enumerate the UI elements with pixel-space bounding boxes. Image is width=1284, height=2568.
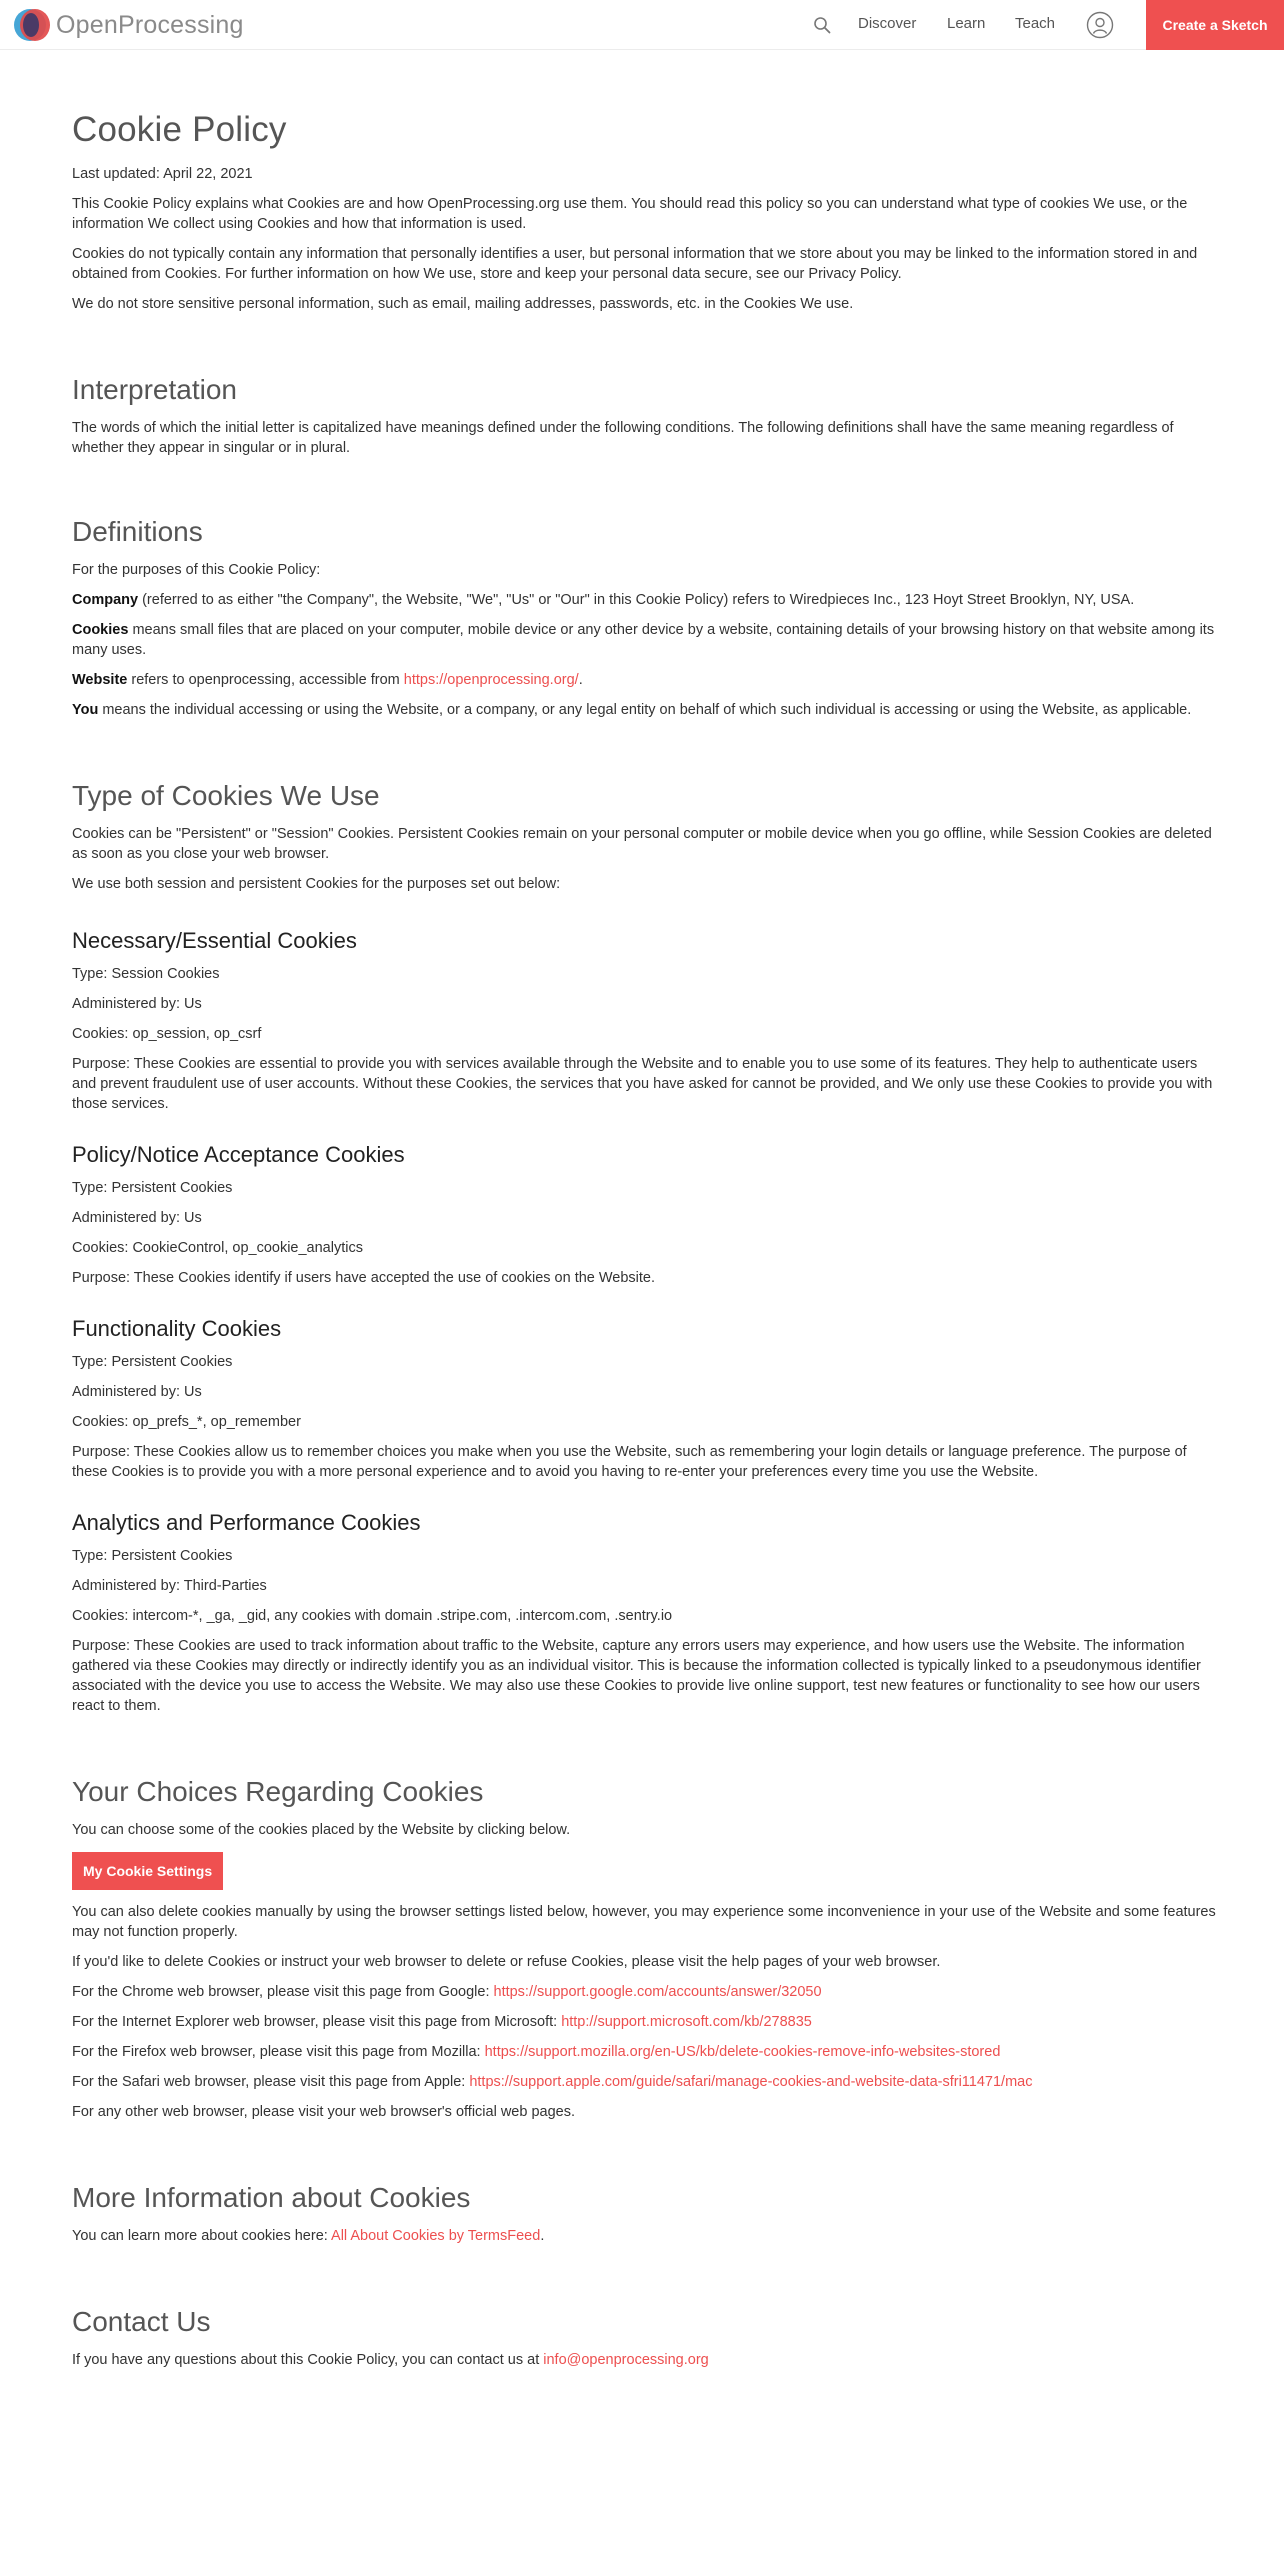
intro-paragraph-1: This Cookie Policy explains what Cookies are and how OpenProcessing.org use them. You should read this policy so you can understand what type of cookies We use, or the information We collect using Cookies and how that information is used.	[72, 196, 1188, 232]
chrome-help-link[interactable]: https://support.google.com/accounts/answer/32050	[493, 1984, 822, 2000]
cookie-policy-content	[72, 110, 1222, 2380]
definition-term: Cookies	[72, 622, 129, 638]
cookie-names: Cookies: op_session, op_csrf	[72, 1026, 262, 1042]
nav-discover[interactable]: Discover	[858, 15, 917, 32]
contact-heading: Contact Us	[72, 2306, 211, 2337]
nav-learn[interactable]: Learn	[947, 15, 986, 32]
cookie-admin: Administered by: Us	[72, 1210, 202, 1226]
definition-term: You	[72, 702, 99, 718]
cookie-names: Cookies: intercom-*, _ga, _gid, any cookies with domain .stripe.com, .intercom.com, .sentry.io	[72, 1608, 673, 1624]
policy-cookies	[72, 1142, 1222, 1288]
cookie-purpose: Purpose: These Cookies identify if users have accepted the use of cookies on the Website.	[72, 1270, 656, 1286]
types-section	[72, 780, 1222, 1716]
ie-instructions: For the Internet Explorer web browser, please visit this page from Microsoft: http://support.microsoft.com/kb/278835	[72, 2014, 812, 2030]
functionality-heading: Functionality Cookies	[72, 1316, 282, 1341]
cookie-admin: Administered by: Us	[72, 996, 202, 1012]
cookie-admin: Administered by: Third-Parties	[72, 1578, 267, 1594]
last-updated: Last updated: April 22, 2021	[72, 166, 253, 182]
interpretation-section	[72, 374, 1222, 458]
contact-email-link[interactable]: info@openprocessing.org	[543, 2352, 709, 2368]
types-paragraph-2: We use both session and persistent Cookies for the purposes set out below:	[72, 876, 561, 892]
choices-heading: Your Choices Regarding Cookies	[72, 1776, 484, 1807]
cookie-admin: Administered by: Us	[72, 1384, 202, 1400]
necessary-heading: Necessary/Essential Cookies	[72, 928, 357, 953]
choices-paragraph-1: You can choose some of the cookies placed by the Website by clicking below.	[72, 1822, 571, 1838]
safari-instructions: For the Safari web browser, please visit this page from Apple: https://support.apple.com/guide/safari/manage-cookies-and-website-data-sfri11471/mac	[72, 2074, 1033, 2090]
intro-paragraph-3: We do not store sensitive personal information, such as email, mailing addresses, passwords, etc. in the Cookies We use.	[72, 296, 854, 312]
page-title: Cookie Policy	[72, 110, 287, 149]
other-browser-instructions: For any other web browser, please visit your web browser's official web pages.	[72, 2104, 575, 2120]
definition-term: Website	[72, 672, 128, 688]
analytics-heading: Analytics and Performance Cookies	[72, 1510, 421, 1535]
more-info-section	[72, 2182, 1222, 2246]
cookie-purpose: Purpose: These Cookies allow us to remember choices you make when you use the Website, such as remembering your login details or language preference. The purpose of these Cookies is to provide you with a more personal experience and to avoid you having to re-enter your preferences every time you use the Website.	[72, 1444, 1187, 1480]
cookie-names: Cookies: CookieControl, op_cookie_analytics	[72, 1240, 363, 1256]
definition-term: Company	[72, 592, 139, 608]
cookie-type: Type: Persistent Cookies	[72, 1180, 233, 1196]
cookie-settings-button[interactable]: My Cookie Settings	[72, 1852, 223, 1890]
search-icon[interactable]	[813, 16, 831, 34]
types-heading: Type of Cookies We Use	[72, 780, 380, 811]
types-paragraph-1: Cookies can be "Persistent" or "Session" Cookies. Persistent Cookies remain on your personal computer or mobile device when you go offline, while Session Cookies are deleted as soon as you close your web browser.	[72, 826, 1212, 862]
cookie-type: Type: Persistent Cookies	[72, 1354, 233, 1370]
user-icon[interactable]	[1086, 11, 1114, 39]
firefox-help-link[interactable]: https://support.mozilla.org/en-US/kb/delete-cookies-remove-info-websites-stored	[484, 2044, 1001, 2060]
cookie-purpose: Purpose: These Cookies are used to track information about traffic to the Website, capture any errors users may experience, and how users use the Website. The information gathered via these Cookies may directly or indirectly identify you as an individual visitor. This is because the information collected is typically linked to a pseudonymous identifier associated with the device you use to access the Website. We may also use these Cookies to provide live online support, test new features or functionality to see how our users react to them.	[72, 1638, 1201, 1714]
contact-paragraph: If you have any questions about this Cookie Policy, you can contact us at info@openprocessing.org	[72, 2352, 709, 2368]
cookie-type: Type: Session Cookies	[72, 966, 220, 982]
contact-section	[72, 2306, 1222, 2370]
chrome-instructions: For the Chrome web browser, please visit this page from Google: https://support.google.com/accounts/answer/32050	[72, 1984, 822, 2000]
necessary-cookies	[72, 928, 1222, 1114]
functionality-cookies	[72, 1316, 1222, 1482]
logo-link[interactable]	[14, 8, 244, 42]
openprocessing-link[interactable]: https://openprocessing.org/	[403, 672, 579, 688]
definition-you: You means the individual accessing or using the Website, or a company, or any legal entity on behalf of which such individual is accessing or using the Website, as applicable.	[72, 702, 1192, 718]
interpretation-paragraph: The words of which the initial letter is capitalized have meanings defined under the following conditions. The following definitions shall have the same meaning regardless of whether they appear in singular or in plural.	[72, 420, 1174, 456]
more-info-heading: More Information about Cookies	[72, 2182, 471, 2213]
termsfeed-link[interactable]: All About Cookies by TermsFeed	[331, 2228, 541, 2244]
definitions-section	[72, 516, 1222, 720]
interpretation-heading: Interpretation	[72, 374, 237, 405]
safari-help-link[interactable]: https://support.apple.com/guide/safari/manage-cookies-and-website-data-sfri11471/mac	[469, 2074, 1033, 2090]
cookie-purpose: Purpose: These Cookies are essential to provide you with services available through the Website and to enable you to use some of its features. They help to authenticate users and prevent fraudulent use of user accounts. Without these Cookies, the services that you have asked for cannot be provided, and We only use these Cookies to provide you with those services.	[72, 1056, 1213, 1112]
openprocessing-logo-icon	[14, 8, 50, 42]
cookie-type: Type: Persistent Cookies	[72, 1548, 233, 1564]
logo-text: OpenProcessing	[56, 10, 244, 39]
firefox-instructions: For the Firefox web browser, please visit this page from Mozilla: https://support.mozilla.org/en-US/kb/delete-cookies-remove-info-websites-stored	[72, 2044, 1001, 2060]
analytics-cookies	[72, 1510, 1222, 1716]
cookie-names: Cookies: op_prefs_*, op_remember	[72, 1414, 301, 1430]
choices-paragraph-3: If you'd like to delete Cookies or instruct your web browser to delete or refuse Cookies, please visit the help pages of your web browser.	[72, 1954, 941, 1970]
intro-paragraph-2: Cookies do not typically contain any information that personally identifies a user, but personal information that we store about you may be linked to the information stored in and obtained from Cookies. For further information on how We use, store and keep your personal data secure, see our Privacy Policy.	[72, 246, 1198, 282]
definitions-heading: Definitions	[72, 516, 203, 547]
definition-website: Website refers to openprocessing, accessible from https://openprocessing.org/.	[72, 672, 583, 688]
policy-heading: Policy/Notice Acceptance Cookies	[72, 1142, 405, 1167]
choices-section	[72, 1776, 1222, 2122]
top-navbar	[0, 0, 1284, 50]
definitions-lead: For the purposes of this Cookie Policy:	[72, 562, 321, 578]
choices-paragraph-2: You can also delete cookies manually by using the browser settings listed below, however, you may experience some inconvenience in your use of the Website and some features may not function properly.	[72, 1904, 1216, 1940]
ie-help-link[interactable]: http://support.microsoft.com/kb/278835	[561, 2014, 812, 2030]
create-sketch-button[interactable]: Create a Sketch	[1146, 0, 1284, 50]
definition-cookies: Cookies means small files that are placed on your computer, mobile device or any other device by a website, containing details of your browsing history on that website among its many uses.	[72, 622, 1215, 658]
definition-company: Company (referred to as either "the Company", the Website, "We", "Us" or "Our" in this Cookie Policy) refers to Wiredpieces Inc., 123 Hoyt Street Brooklyn, NY, USA.	[72, 592, 1135, 608]
more-info-paragraph: You can learn more about cookies here: All About Cookies by TermsFeed.	[72, 2228, 545, 2244]
nav-teach[interactable]: Teach	[1015, 15, 1056, 32]
